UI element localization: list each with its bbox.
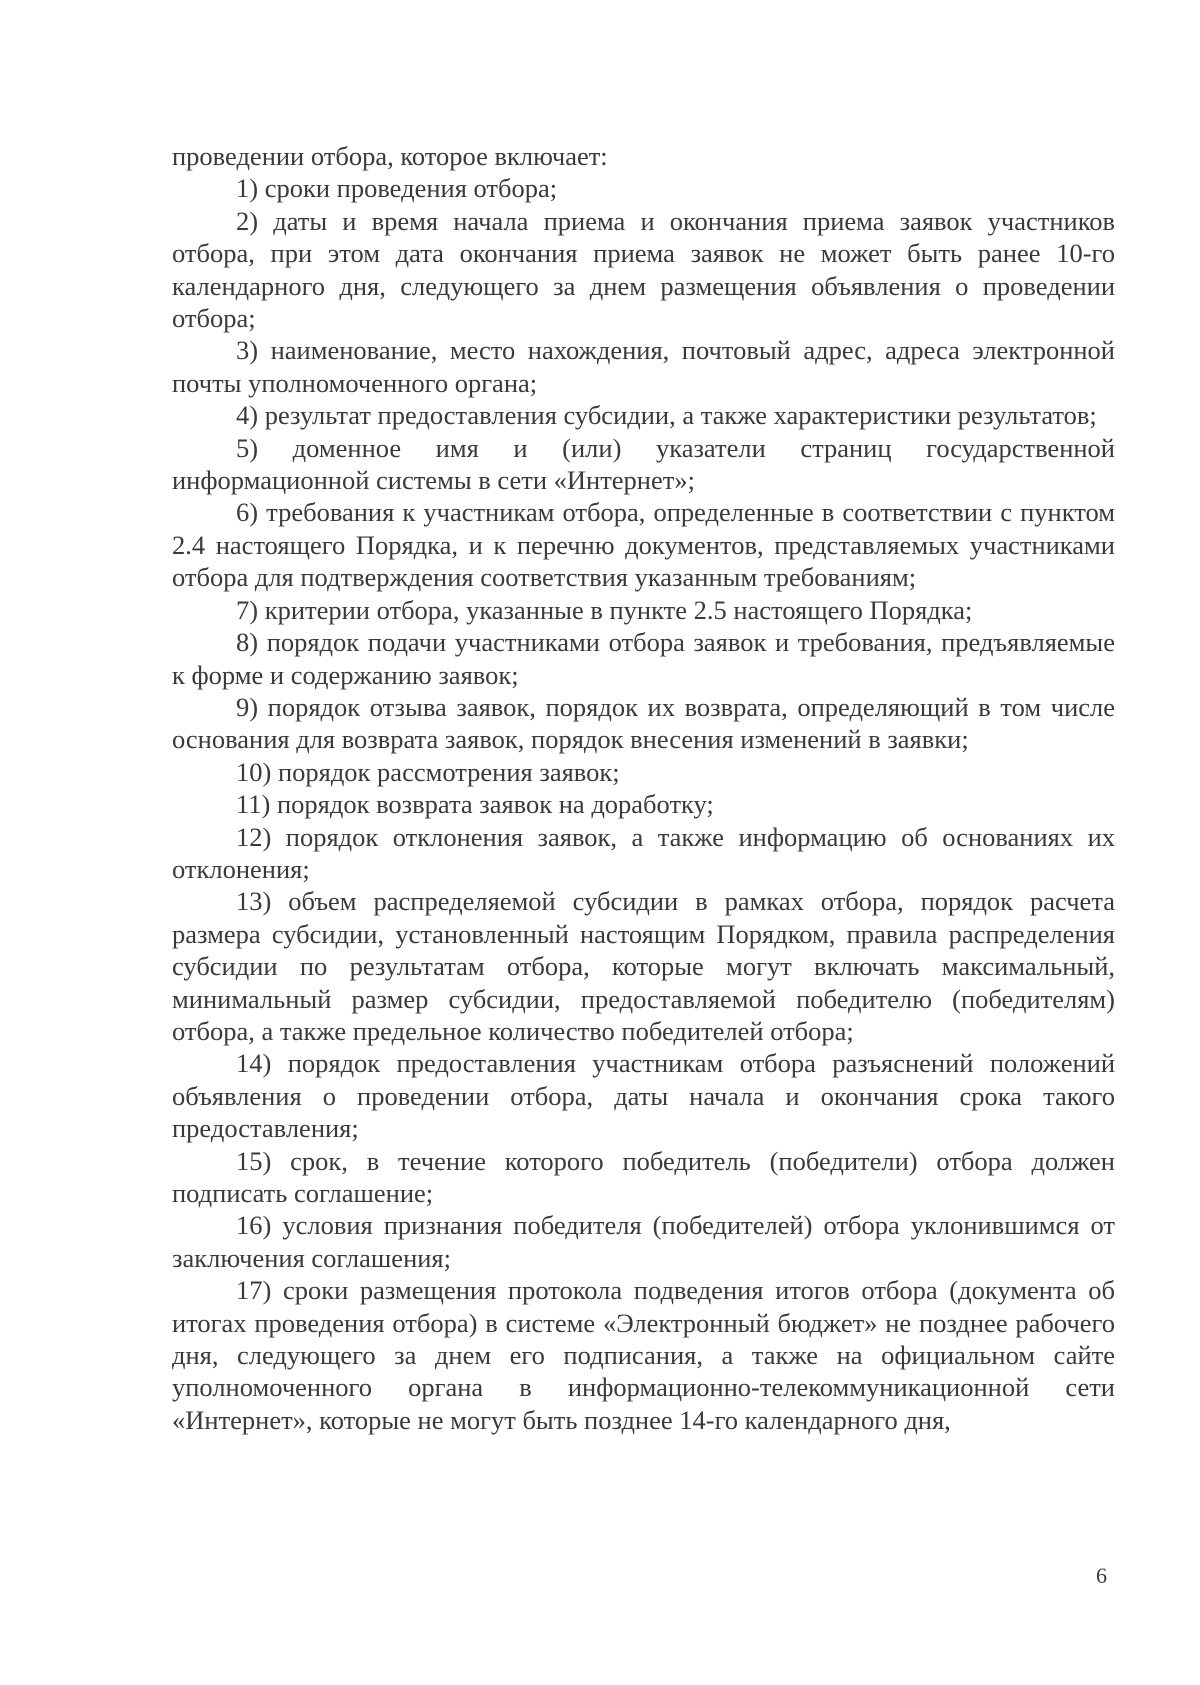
page-number: 6 <box>1096 1563 1107 1588</box>
list-item: 1) сроки проведения отбора; <box>236 173 558 204</box>
list-item: 11) порядок возврата заявок на доработку; <box>236 789 714 820</box>
list-item: 8) порядок подачи участниками отбора заявок и требования, предъявляемые к форме и содержанию заявок; <box>172 627 1115 690</box>
list-item: 12) порядок отклонения заявок, а также информацию об основаниях их отклонения; <box>172 821 1115 884</box>
list-item: 3) наименование, место нахождения, почтовый адрес, адреса электронной почты уполномоченного органа; <box>172 335 1115 398</box>
list-item: 10) порядок рассмотрения заявок; <box>236 756 620 787</box>
list-item: 16) условия признания победителя (победителей) отбора уклонившимся от заключения соглашения; <box>172 1210 1115 1273</box>
list-item: 9) порядок отзыва заявок, порядок их возврата, определяющий в том числе основания для возврата заявок, порядок внесения изменений в заявки; <box>172 691 1115 755</box>
list-item: 7) критерии отбора, указанные в пункте 2.5 настоящего Порядка; <box>236 594 973 625</box>
list-item: 2) даты и время начала приема и окончания приема заявок участников отбора, при этом дата окончания приема заявок не может быть ранее 10-го календарного дня, следующего за днем размещения объявления о проведении отбора; <box>172 205 1115 334</box>
list-item: 5) доменное имя и (или) указатели страниц государственной информационной системы в сети «Интернет»; <box>172 432 1115 496</box>
list-item: 15) срок, в течение которого победитель (победители) отбора должен подписать соглашение; <box>172 1145 1115 1208</box>
list-item: 14) порядок предоставления участникам отбора разъяснений положений объявления о проведении отбора, даты начала и окончания срока такого предоставления; <box>172 1048 1115 1144</box>
list-item: 6) требования к участникам отбора, определенные в соответствии с пунктом 2.4 настоящего Порядка, и к перечню документов, представляемых участниками отбора для подтверждения соответствия указанным требованиям; <box>172 497 1115 593</box>
list-item: 17) сроки размещения протокола подведения итогов отбора (документа об итогах проведения отбора) в системе «Электронный бюджет» не позднее рабочего дня, следующего за днем его подписания, а также на официальном сайте уполномоченного органа в информационно-телекоммуникационной сети «Интернет», которые не могут быть позднее 14-го календарного дня, <box>172 1275 1115 1435</box>
list-item: 13) объем распределяемой субсидии в рамках отбора, порядок расчета размера субсидии, установленный настоящим Порядком, правила распределения субсидии по результатам отбора, которые могут включать максимальный, минимальный размер субсидии, предоставляемой победителю (победителям) отбора, а также предельное количество победителей отбора; <box>172 886 1115 1046</box>
lead-paragraph: проведении отбора, которое включает: <box>172 141 608 171</box>
document-body <box>172 140 1115 1436</box>
list-item: 4) результат предоставления субсидии, а также характеристики результатов; <box>236 400 1097 431</box>
